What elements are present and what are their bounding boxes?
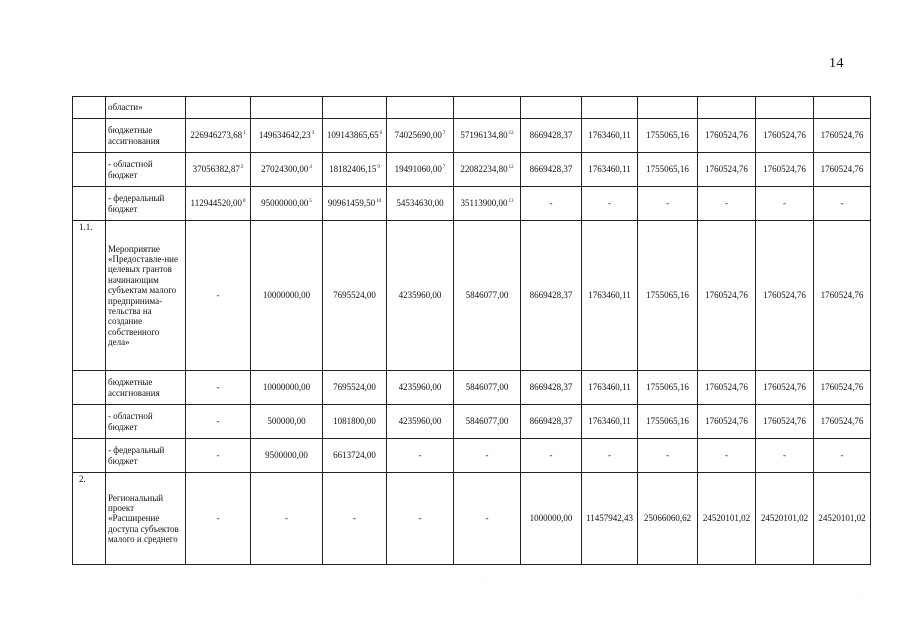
value-cell xyxy=(186,187,251,221)
value-text: - xyxy=(666,198,669,209)
value-text: 27024300,00 xyxy=(261,164,309,175)
value-cell xyxy=(756,473,814,565)
value-cell xyxy=(186,119,251,153)
value-cell xyxy=(756,371,814,405)
value-text: 19491060,00 xyxy=(394,164,442,175)
value-text: - xyxy=(783,198,786,209)
value-cell xyxy=(814,187,871,221)
value-text: 1763460,11 xyxy=(588,130,631,141)
value-cell xyxy=(756,119,814,153)
row-name-cell: области» xyxy=(106,97,186,119)
value-text: 8669428,37 xyxy=(529,164,573,175)
value-text: 18182406,15 xyxy=(329,164,377,175)
row-name-cell: Мероприятие «Предоставле-ние целевых грантов начинающим субъектам малого предпринима-тельства на создание собственного дела» xyxy=(106,221,186,371)
row-number-cell: 1.1. xyxy=(73,221,106,371)
value-text: - xyxy=(608,450,611,461)
value-text: 1760524,76 xyxy=(763,290,806,301)
value-cell xyxy=(582,439,638,473)
value-cell xyxy=(186,221,251,371)
footnote-marker: 12 xyxy=(508,131,514,137)
value-cell xyxy=(638,153,698,187)
value-cell xyxy=(521,405,582,439)
row-number-cell: 2. xyxy=(73,473,106,565)
value-text: 9500000,00 xyxy=(265,450,308,461)
footnote-marker: 10 xyxy=(376,199,382,205)
value-cell xyxy=(638,439,698,473)
value-text: 22082234,80 xyxy=(460,164,508,175)
footnote-marker: 1 xyxy=(243,131,246,137)
table-row xyxy=(73,97,871,119)
value-text: 109143865,65 xyxy=(326,130,379,141)
value-cell xyxy=(698,439,756,473)
value-text: 1760524,76 xyxy=(705,130,748,141)
value-text: 1760524,76 xyxy=(820,164,864,175)
value-cell xyxy=(582,473,638,565)
row-name-cell: бюджетные ассигнования xyxy=(106,119,186,153)
value-cell xyxy=(387,221,454,371)
page-number: 14 xyxy=(829,56,844,71)
value-cell xyxy=(582,153,638,187)
value-text: - xyxy=(666,450,669,461)
row-number-cell xyxy=(73,97,106,119)
value-cell xyxy=(454,187,521,221)
value-cell xyxy=(756,187,814,221)
value-text: - xyxy=(216,450,220,461)
value-text: 5846077,00 xyxy=(465,382,509,393)
row-name-cell: - областной бюджет xyxy=(106,153,186,187)
value-text: 149634642,23 xyxy=(258,130,311,141)
value-text: 1763460,11 xyxy=(588,416,631,427)
value-text: 5846077,00 xyxy=(465,290,509,301)
scan-artifact: · xyxy=(856,592,858,598)
value-cell xyxy=(323,439,387,473)
value-cell xyxy=(251,97,323,119)
table-row xyxy=(73,439,871,473)
footnote-marker: 9 xyxy=(377,165,380,171)
value-cell xyxy=(521,119,582,153)
value-text: 7695524,00 xyxy=(333,382,376,393)
row-number-cell xyxy=(73,187,106,221)
value-cell xyxy=(251,119,323,153)
value-cell xyxy=(387,439,454,473)
value-text: - xyxy=(285,513,288,524)
value-cell xyxy=(454,119,521,153)
value-cell xyxy=(521,97,582,119)
value-cell xyxy=(698,187,756,221)
row-number-cell xyxy=(73,405,106,439)
footnote-marker: 6 xyxy=(379,131,383,137)
table-row xyxy=(73,119,871,153)
table-row xyxy=(73,153,871,187)
value-cell xyxy=(521,473,582,565)
value-text: 25066060,62 xyxy=(643,513,692,524)
value-cell xyxy=(756,439,814,473)
footnote-marker: 5 xyxy=(309,199,312,205)
row-number-cell xyxy=(73,371,106,405)
budget-table xyxy=(72,96,871,565)
value-cell xyxy=(698,371,756,405)
footnote-marker: 4 xyxy=(309,165,312,171)
value-cell xyxy=(454,97,521,119)
value-text: 1760524,76 xyxy=(820,416,864,427)
footnote-marker: 3 xyxy=(311,131,315,137)
value-text: 4235960,00 xyxy=(398,416,442,427)
value-text: 57196134,80 xyxy=(460,130,508,141)
value-text: 8669428,37 xyxy=(529,416,573,427)
value-text: 1081800,00 xyxy=(333,416,376,427)
value-text: 4235960,00 xyxy=(398,382,442,393)
value-cell xyxy=(454,439,521,473)
value-text: 1760524,76 xyxy=(763,416,806,427)
row-name-cell: - областной бюджет xyxy=(106,405,186,439)
value-cell xyxy=(638,187,698,221)
row-number-cell xyxy=(73,439,106,473)
value-text: 1760524,76 xyxy=(820,130,864,141)
value-cell xyxy=(756,153,814,187)
value-cell xyxy=(387,97,454,119)
table-row xyxy=(73,405,871,439)
value-cell xyxy=(582,221,638,371)
value-text: 1755065,16 xyxy=(646,382,689,393)
value-text: 1760524,76 xyxy=(763,382,806,393)
value-cell xyxy=(323,97,387,119)
value-text: 1755065,16 xyxy=(646,416,689,427)
value-text: - xyxy=(783,450,786,461)
value-cell xyxy=(323,371,387,405)
value-cell xyxy=(454,405,521,439)
value-cell xyxy=(186,371,251,405)
value-cell xyxy=(582,97,638,119)
value-cell xyxy=(582,405,638,439)
row-name-cell: - федеральный бюджет xyxy=(106,187,186,221)
value-cell xyxy=(582,119,638,153)
value-cell xyxy=(698,97,756,119)
value-cell xyxy=(638,405,698,439)
value-text: 95000000,00 xyxy=(261,198,309,209)
value-cell xyxy=(756,97,814,119)
value-text: 24520101,02 xyxy=(702,513,751,524)
value-cell xyxy=(251,371,323,405)
value-cell xyxy=(814,153,871,187)
value-cell xyxy=(521,221,582,371)
value-text: 7695524,00 xyxy=(333,290,376,301)
value-cell xyxy=(387,119,454,153)
value-cell xyxy=(814,221,871,371)
footnote-marker: 7 xyxy=(442,165,446,171)
table-row xyxy=(73,473,871,565)
value-text: - xyxy=(216,382,220,393)
footnote-marker: 12 xyxy=(508,165,514,171)
value-text: 8669428,37 xyxy=(529,130,573,141)
value-text: 1760524,76 xyxy=(705,164,748,175)
value-cell xyxy=(756,221,814,371)
value-text: 6613724,00 xyxy=(333,450,376,461)
value-text: 37056382,87 xyxy=(192,164,240,175)
value-cell xyxy=(323,221,387,371)
value-text: - xyxy=(216,513,220,524)
value-text: 1760524,76 xyxy=(820,382,864,393)
value-cell xyxy=(698,473,756,565)
value-text: 10000000,00 xyxy=(262,290,311,301)
value-text: - xyxy=(485,450,489,461)
value-cell xyxy=(454,371,521,405)
value-cell xyxy=(814,405,871,439)
value-cell xyxy=(323,153,387,187)
value-cell xyxy=(698,405,756,439)
value-text: 1760524,76 xyxy=(763,130,806,141)
value-cell xyxy=(387,371,454,405)
value-cell xyxy=(251,405,323,439)
value-cell xyxy=(251,153,323,187)
value-cell xyxy=(387,473,454,565)
value-text: - xyxy=(216,416,220,427)
value-text: - xyxy=(549,198,553,209)
value-cell xyxy=(582,187,638,221)
value-cell xyxy=(323,473,387,565)
value-text: 90961459,50 xyxy=(327,198,376,209)
value-text: - xyxy=(549,450,553,461)
value-cell xyxy=(454,153,521,187)
value-cell xyxy=(521,371,582,405)
value-cell xyxy=(814,473,871,565)
scan-artifact: · xyxy=(480,580,482,586)
value-cell xyxy=(638,119,698,153)
value-cell xyxy=(387,153,454,187)
value-text: - xyxy=(353,513,356,524)
table-body xyxy=(73,97,871,565)
value-text: 500000,00 xyxy=(267,416,306,427)
value-cell xyxy=(638,473,698,565)
value-cell xyxy=(521,439,582,473)
row-name-cell: бюджетные ассигнования xyxy=(106,371,186,405)
value-cell xyxy=(186,473,251,565)
table-row xyxy=(73,371,871,405)
value-text: 1755065,16 xyxy=(646,130,689,141)
value-cell xyxy=(638,221,698,371)
footnote-marker: 13 xyxy=(508,199,514,205)
value-text: 112944520,00 xyxy=(190,198,242,209)
value-text: 11457942,43 xyxy=(586,513,633,524)
value-text: 1763460,11 xyxy=(588,164,631,175)
value-cell xyxy=(186,97,251,119)
value-cell xyxy=(698,153,756,187)
value-text: 1760524,76 xyxy=(705,290,748,301)
table-row xyxy=(73,221,871,371)
value-text: 1763460,11 xyxy=(588,382,631,393)
value-cell xyxy=(251,221,323,371)
value-text: 1763460,11 xyxy=(588,290,631,301)
value-text: 226946273,68 xyxy=(190,130,243,141)
row-name-cell: Региональный проект «Расширение доступа субъектов малого и среднего xyxy=(106,473,186,565)
footnote-marker: 2 xyxy=(240,165,244,171)
value-cell xyxy=(814,439,871,473)
value-cell xyxy=(323,187,387,221)
row-name-cell: - федеральный бюджет xyxy=(106,439,186,473)
value-text: 10000000,00 xyxy=(262,382,311,393)
value-text: 54534630,00 xyxy=(396,198,444,209)
value-cell xyxy=(251,439,323,473)
value-text: 1760524,76 xyxy=(705,382,748,393)
value-cell xyxy=(814,119,871,153)
value-cell xyxy=(454,221,521,371)
value-cell xyxy=(251,473,323,565)
value-text: - xyxy=(608,198,611,209)
row-number-cell xyxy=(73,119,106,153)
value-text: 1760524,76 xyxy=(763,164,806,175)
value-text: - xyxy=(725,198,728,209)
value-text: - xyxy=(725,450,728,461)
value-text: 35113900,00 xyxy=(460,198,508,209)
value-cell xyxy=(387,405,454,439)
value-text: - xyxy=(840,450,844,461)
value-cell xyxy=(186,153,251,187)
value-text: 4235960,00 xyxy=(398,290,442,301)
table-row xyxy=(73,187,871,221)
value-text: - xyxy=(418,513,422,524)
value-cell xyxy=(454,473,521,565)
value-text: - xyxy=(418,450,422,461)
value-cell xyxy=(698,221,756,371)
value-cell xyxy=(387,187,454,221)
value-cell xyxy=(251,187,323,221)
value-cell xyxy=(638,97,698,119)
value-text: 1760524,76 xyxy=(820,290,864,301)
value-text: - xyxy=(216,290,220,301)
value-text: 74025690,00 xyxy=(394,130,442,141)
value-cell xyxy=(638,371,698,405)
value-cell xyxy=(756,405,814,439)
value-text: 1760524,76 xyxy=(705,416,748,427)
footnote-marker: 7 xyxy=(442,131,446,137)
value-cell xyxy=(186,405,251,439)
value-cell xyxy=(582,371,638,405)
value-cell xyxy=(814,371,871,405)
value-text: 8669428,37 xyxy=(529,290,573,301)
value-text: 1755065,16 xyxy=(646,164,689,175)
value-text: - xyxy=(840,198,844,209)
value-cell xyxy=(323,405,387,439)
value-cell xyxy=(521,153,582,187)
value-cell xyxy=(814,97,871,119)
value-cell xyxy=(521,187,582,221)
value-text: 1000000,00 xyxy=(529,513,573,524)
value-text: 24520101,02 xyxy=(818,513,866,524)
value-cell xyxy=(186,439,251,473)
value-text: 5846077,00 xyxy=(465,416,509,427)
value-cell xyxy=(323,119,387,153)
value-cell xyxy=(698,119,756,153)
value-text: 24520101,02 xyxy=(760,513,809,524)
value-text: - xyxy=(485,513,489,524)
value-text: 8669428,37 xyxy=(529,382,573,393)
value-text: 1755065,16 xyxy=(646,290,689,301)
row-number-cell xyxy=(73,153,106,187)
footnote-marker: 8 xyxy=(242,199,246,205)
